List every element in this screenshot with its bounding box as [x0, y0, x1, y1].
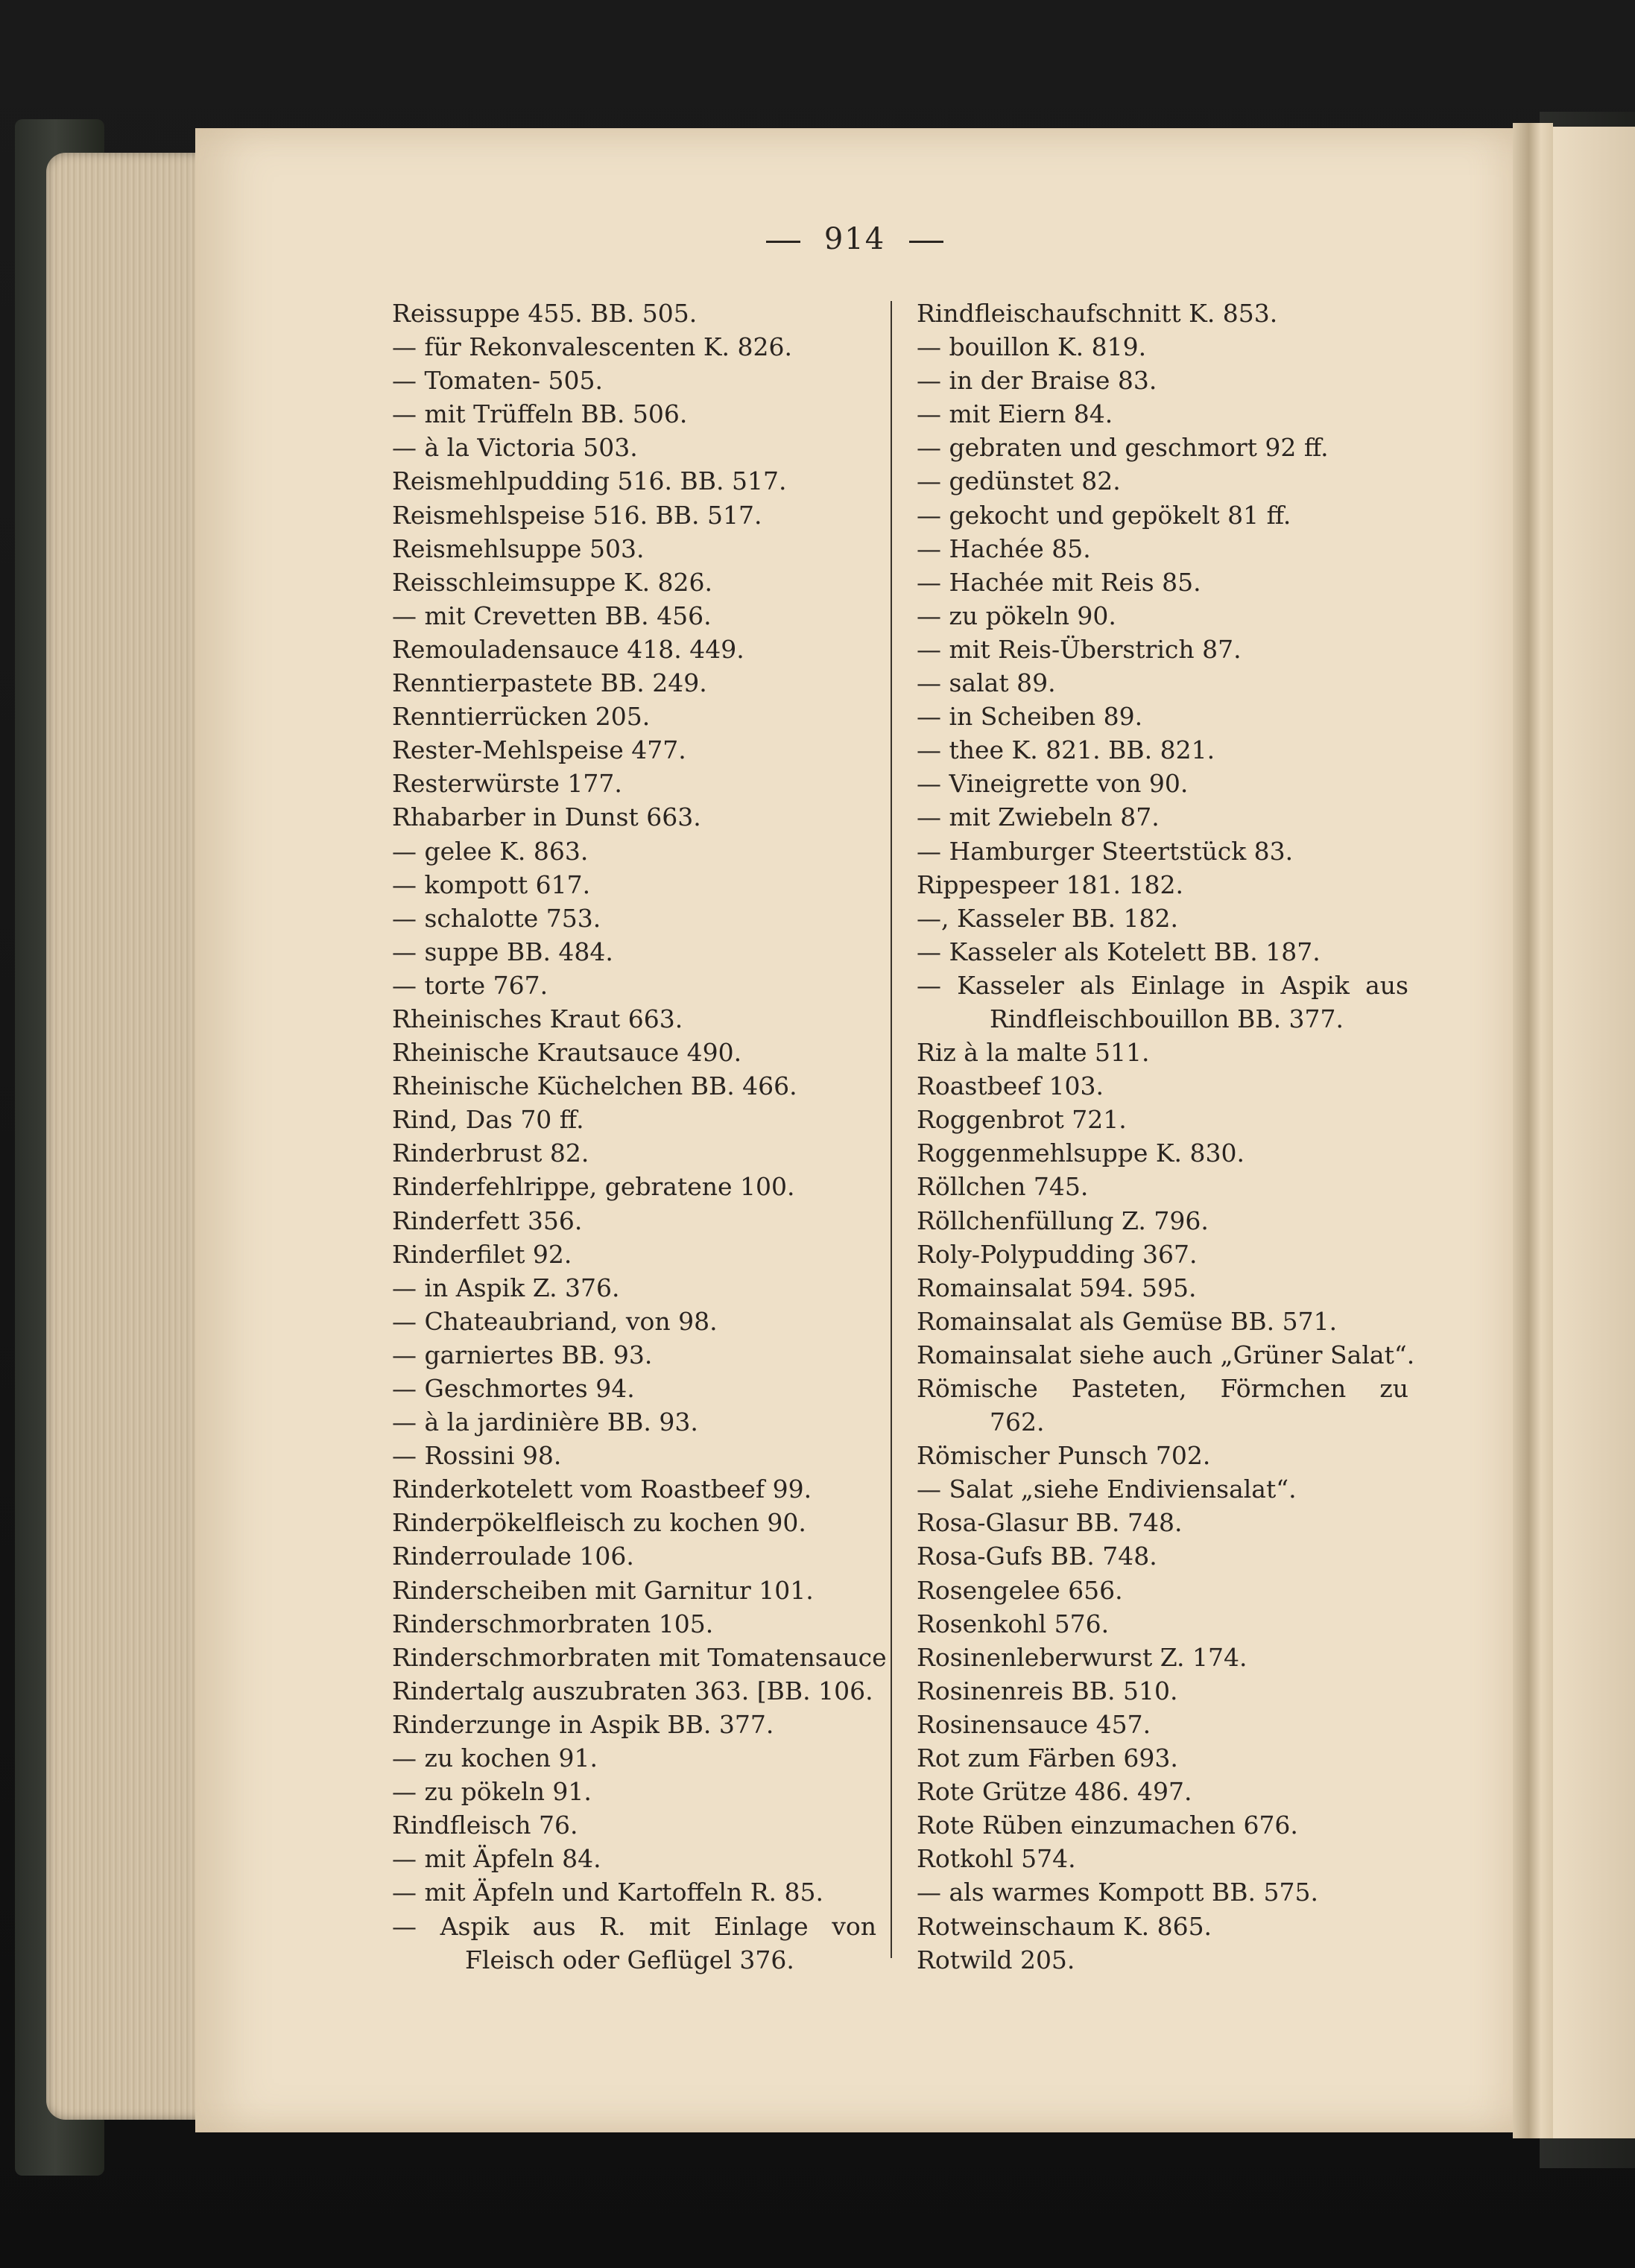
- index-entry: Rosenkohl 576.: [917, 1609, 1110, 1638]
- index-entry: Rindfleischbouillon BB. 377.: [990, 1004, 1344, 1033]
- index-entry: Roly-Polypudding 367.: [917, 1239, 1198, 1269]
- index-entry: Rosinenreis BB. 510.: [917, 1676, 1178, 1705]
- index-entry: — bouillon K. 819.: [917, 332, 1147, 362]
- index-entry: — à la Victoria 503.: [392, 433, 638, 463]
- index-entry: Rindertalg auszubraten 363. [BB. 106.: [392, 1676, 873, 1705]
- index-entry: Rinderfehlrippe, gebratene 100.: [392, 1172, 795, 1202]
- index-entry: Rotkohl 574.: [917, 1844, 1076, 1874]
- index-entry: Rhabarber in Dunst 663.: [392, 802, 701, 832]
- index-entry: — kompott 617.: [392, 869, 591, 899]
- index-entry: Rinderzunge in Aspik BB. 377.: [392, 1709, 774, 1739]
- index-entry: Röllchenfüllung Z. 796.: [917, 1206, 1209, 1235]
- index-entry: Rosengelee 656.: [917, 1575, 1123, 1605]
- index-entry: Remouladensauce 418. 449.: [392, 634, 744, 664]
- index-entry: Roastbeef 103.: [917, 1071, 1104, 1101]
- index-entry: — gebraten und geschmort 92 ff.: [917, 433, 1329, 463]
- index-entry: — mit Crevetten BB. 456.: [392, 601, 712, 630]
- page-number: 914: [823, 222, 886, 256]
- index-entry: Romainsalat 594. 595.: [917, 1273, 1197, 1302]
- index-entry: — Hachée 85.: [917, 533, 1091, 563]
- index-entry: Rosinensauce 457.: [917, 1709, 1151, 1739]
- index-entry: —, Kasseler BB. 182.: [917, 903, 1179, 933]
- index-entry: Riz à la malte 511.: [917, 1038, 1150, 1068]
- index-entry: — gedünstet 82.: [917, 466, 1121, 496]
- index-entry: Röllchen 745.: [917, 1172, 1089, 1202]
- index-entry: Romainsalat als Gemüse BB. 571.: [917, 1306, 1338, 1336]
- index-entry: Rosa-Gufs BB. 748.: [917, 1542, 1157, 1571]
- index-entry: Reismehlpudding 516. BB. 517.: [392, 466, 787, 496]
- index-entry: Rotwild 205.: [917, 1945, 1075, 1974]
- index-entry: — Kasseler als Kotelett BB. 187.: [917, 937, 1321, 966]
- index-entry: — torte 767.: [392, 970, 548, 1000]
- index-entry: 762.: [990, 1407, 1045, 1437]
- index-entry: Rinderfett 356.: [392, 1206, 583, 1235]
- index-entry: Rheinisches Kraut 663.: [392, 1004, 683, 1033]
- index-entry: Resterwürste 177.: [392, 769, 622, 799]
- index-entry: — garniertes BB. 93.: [392, 1340, 653, 1369]
- index-entry: — mit Zwiebeln 87.: [917, 802, 1160, 832]
- index-entry: — zu kochen 91.: [392, 1743, 598, 1773]
- index-entry: — Tomaten- 505.: [392, 366, 603, 396]
- index-entry: — mit Äpfeln und Kartoffeln R. 85.: [392, 1878, 824, 1907]
- index-entry: Rinderschmorbraten 105.: [392, 1609, 714, 1638]
- index-entry: — zu pökeln 90.: [917, 601, 1116, 630]
- index-entry: — Hachée mit Reis 85.: [917, 567, 1201, 597]
- index-entry: Reisschleimsuppe K. 826.: [392, 567, 713, 597]
- index-entry: Rippespeer 181. 182.: [917, 869, 1184, 899]
- index-entry: — salat 89.: [917, 668, 1056, 698]
- index-entry: Rester-Mehlspeise 477.: [392, 735, 686, 765]
- index-entry: — mit Trüffeln BB. 506.: [392, 399, 688, 429]
- index-entry: — schalotte 753.: [392, 903, 601, 933]
- index-entry: Renntierrücken 205.: [392, 702, 651, 732]
- index-entry: Rinderroulade 106.: [392, 1542, 634, 1571]
- index-entry: — gekocht und gepökelt 81 ff.: [917, 500, 1291, 530]
- index-entry: — gelee K. 863.: [392, 836, 589, 866]
- index-entry: Rot zum Färben 693.: [917, 1743, 1178, 1773]
- index-entry: Rind, Das 70 ff.: [392, 1105, 584, 1135]
- index-entry: Rheinische Küchelchen BB. 466.: [392, 1071, 797, 1101]
- index-entry: Rinderschmorbraten mit Tomatensauce: [392, 1642, 887, 1672]
- index-column-right: [917, 297, 1415, 1977]
- index-entry: Rotweinschaum K. 865.: [917, 1911, 1212, 1941]
- index-entry: — mit Eiern 84.: [917, 399, 1113, 429]
- facing-page-edge: [1553, 127, 1635, 2138]
- index-entry: — mit Reis-Überstrich 87.: [917, 634, 1242, 664]
- index-entry: — als warmes Kompott BB. 575.: [917, 1878, 1318, 1907]
- book-gutter: [1513, 123, 1553, 2138]
- page-number-header: [0, 222, 1635, 256]
- index-entry: — Salat „siehe Endiviensalat“.: [917, 1474, 1297, 1504]
- header-dash-right: [909, 241, 943, 243]
- index-entry: — für Rekonvalescenten K. 826.: [392, 332, 792, 362]
- index-entry: — Aspik aus R. mit Einlage von: [392, 1911, 876, 1941]
- index-entry: — in Aspik Z. 376.: [392, 1273, 620, 1302]
- index-entry: Roggenbrot 721.: [917, 1105, 1127, 1135]
- index-entry: Reismehlsuppe 503.: [392, 533, 645, 563]
- index-entry: — Vineigrette von 90.: [917, 769, 1189, 799]
- index-entry: — suppe BB. 484.: [392, 937, 613, 966]
- index-entry: — thee K. 821. BB. 821.: [917, 735, 1215, 765]
- index-entry: — Rossini 98.: [392, 1441, 562, 1471]
- index-column-left: [392, 297, 887, 1977]
- index-entry: Roggenmehlsuppe K. 830.: [917, 1138, 1245, 1168]
- index-entry: Rosa-Glasur BB. 748.: [917, 1508, 1183, 1538]
- index-entry: Rheinische Krautsauce 490.: [392, 1038, 742, 1068]
- index-entry: Fleisch oder Geflügel 376.: [465, 1945, 794, 1974]
- index-entry: — mit Äpfeln 84.: [392, 1844, 601, 1874]
- index-entry: Rote Rüben einzumachen 676.: [917, 1811, 1298, 1840]
- index-entry: Rinderbrust 82.: [392, 1138, 589, 1168]
- index-entry: Reismehlspeise 516. BB. 517.: [392, 500, 762, 530]
- index-entry: — Geschmortes 94.: [392, 1374, 635, 1403]
- column-divider: [891, 301, 892, 1958]
- index-entry: Römischer Punsch 702.: [917, 1441, 1211, 1471]
- page-block-edge: [46, 153, 214, 2120]
- index-entry: Rinderkotelett vom Roastbeef 99.: [392, 1474, 812, 1504]
- index-entry: Rinderfilet 92.: [392, 1239, 572, 1269]
- index-entry: Rinderscheiben mit Garnitur 101.: [392, 1575, 814, 1605]
- index-entry: Romainsalat siehe auch „Grüner Salat“.: [917, 1340, 1415, 1369]
- index-entry: Reissuppe 455. BB. 505.: [392, 299, 698, 328]
- index-entry: Rinderpökelfleisch zu kochen 90.: [392, 1508, 806, 1538]
- index-entry: Rote Grütze 486. 497.: [917, 1777, 1192, 1807]
- index-entry: — in Scheiben 89.: [917, 702, 1143, 732]
- index-entry: Rindfleisch 76.: [392, 1811, 578, 1840]
- index-entry: — Kasseler als Einlage in Aspik aus: [917, 970, 1408, 1000]
- index-entry: Rosinenleberwurst Z. 174.: [917, 1642, 1247, 1672]
- index-entry: — in der Braise 83.: [917, 366, 1157, 396]
- index-entry: Renntierpastete BB. 249.: [392, 668, 707, 698]
- index-entry: — à la jardinière BB. 93.: [392, 1407, 698, 1437]
- header-dash-left: [766, 241, 800, 243]
- index-entry: — Hamburger Steertstück 83.: [917, 836, 1294, 866]
- index-entry: — Chateaubriand, von 98.: [392, 1306, 718, 1336]
- index-entry: — zu pökeln 91.: [392, 1777, 592, 1807]
- index-entry: Rindfleischaufschnitt K. 853.: [917, 299, 1278, 328]
- index-entry: Römische Pasteten, Förmchen zu: [917, 1374, 1408, 1403]
